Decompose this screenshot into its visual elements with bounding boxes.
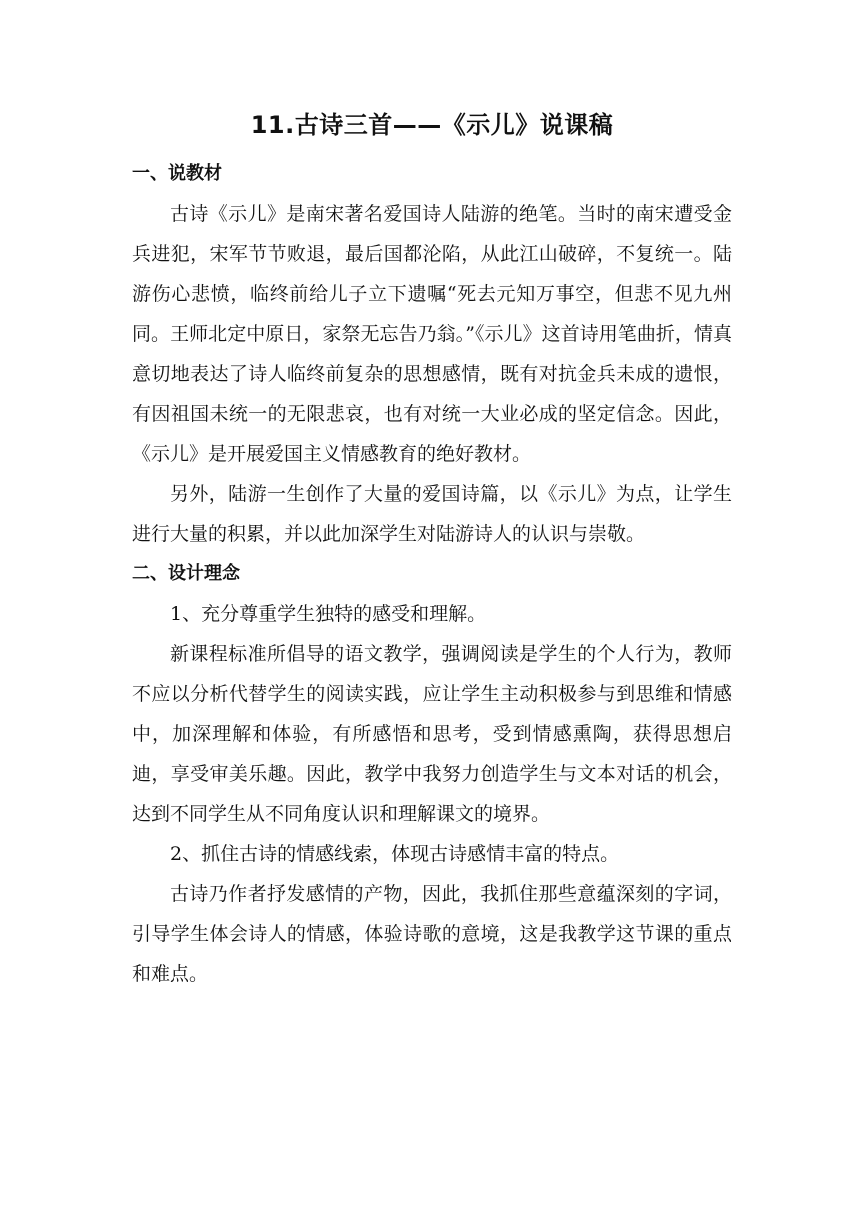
paragraph: 另外，陆游一生创作了大量的爱国诗篇，以《示儿》为点，让学生进行大量的积累，并以此加深学生对陆游诗人的认识与崇敬。 xyxy=(132,483,732,545)
paragraph: 1、充分尊重学生独特的感受和理解。 xyxy=(170,603,487,625)
paragraph: 2、抓住古诗的情感线索，体现古诗感情丰富的特点。 xyxy=(170,843,620,865)
document-title: 11.古诗三首——《示儿》说课稿 xyxy=(250,111,614,139)
paragraph: 古诗《示儿》是南宋著名爱国诗人陆游的绝笔。当时的南宋遭受金兵进犯，宋军节节败退，最后国都沦陷，从此江山破碎，不复统一。陆游伤心悲愤，临终前给儿子立下遗嘱“死去元知万事空，但悲不见九州同。王师北定中原日，家祭无忘告乃翁。”《示儿》这首诗用笔曲折，情真意切地表达了诗人临终前复杂的思想感情，既有对抗金兵未成的遗恨，有因祖国未统一的无限悲哀，也有对统一大业必成的坚定信念。因此，《示儿》是开展爱国主义情感教育的绝好教材。 xyxy=(132,203,732,465)
section-design-concept xyxy=(132,554,732,994)
document-page xyxy=(132,108,732,994)
section-textbook xyxy=(132,154,732,554)
section-heading: 一、说教材 xyxy=(132,163,222,184)
paragraph: 古诗乃作者抒发感情的产物，因此，我抓住那些意蕴深刻的字词，引导学生体会诗人的情感，体验诗歌的意境，这是我教学这节课的重点和难点。 xyxy=(132,883,732,985)
paragraph: 新课程标准所倡导的语文教学，强调阅读是学生的个人行为，教师不应以分析代替学生的阅读实践，应让学生主动积极参与到思维和情感中，加深理解和体验，有所感悟和思考，受到情感熏陶，获得思想启迪，享受审美乐趣。因此，教学中我努力创造学生与文本对话的机会，达到不同学生从不同角度认识和理解课文的境界。 xyxy=(132,643,732,825)
section-heading: 二、设计理念 xyxy=(132,563,240,584)
